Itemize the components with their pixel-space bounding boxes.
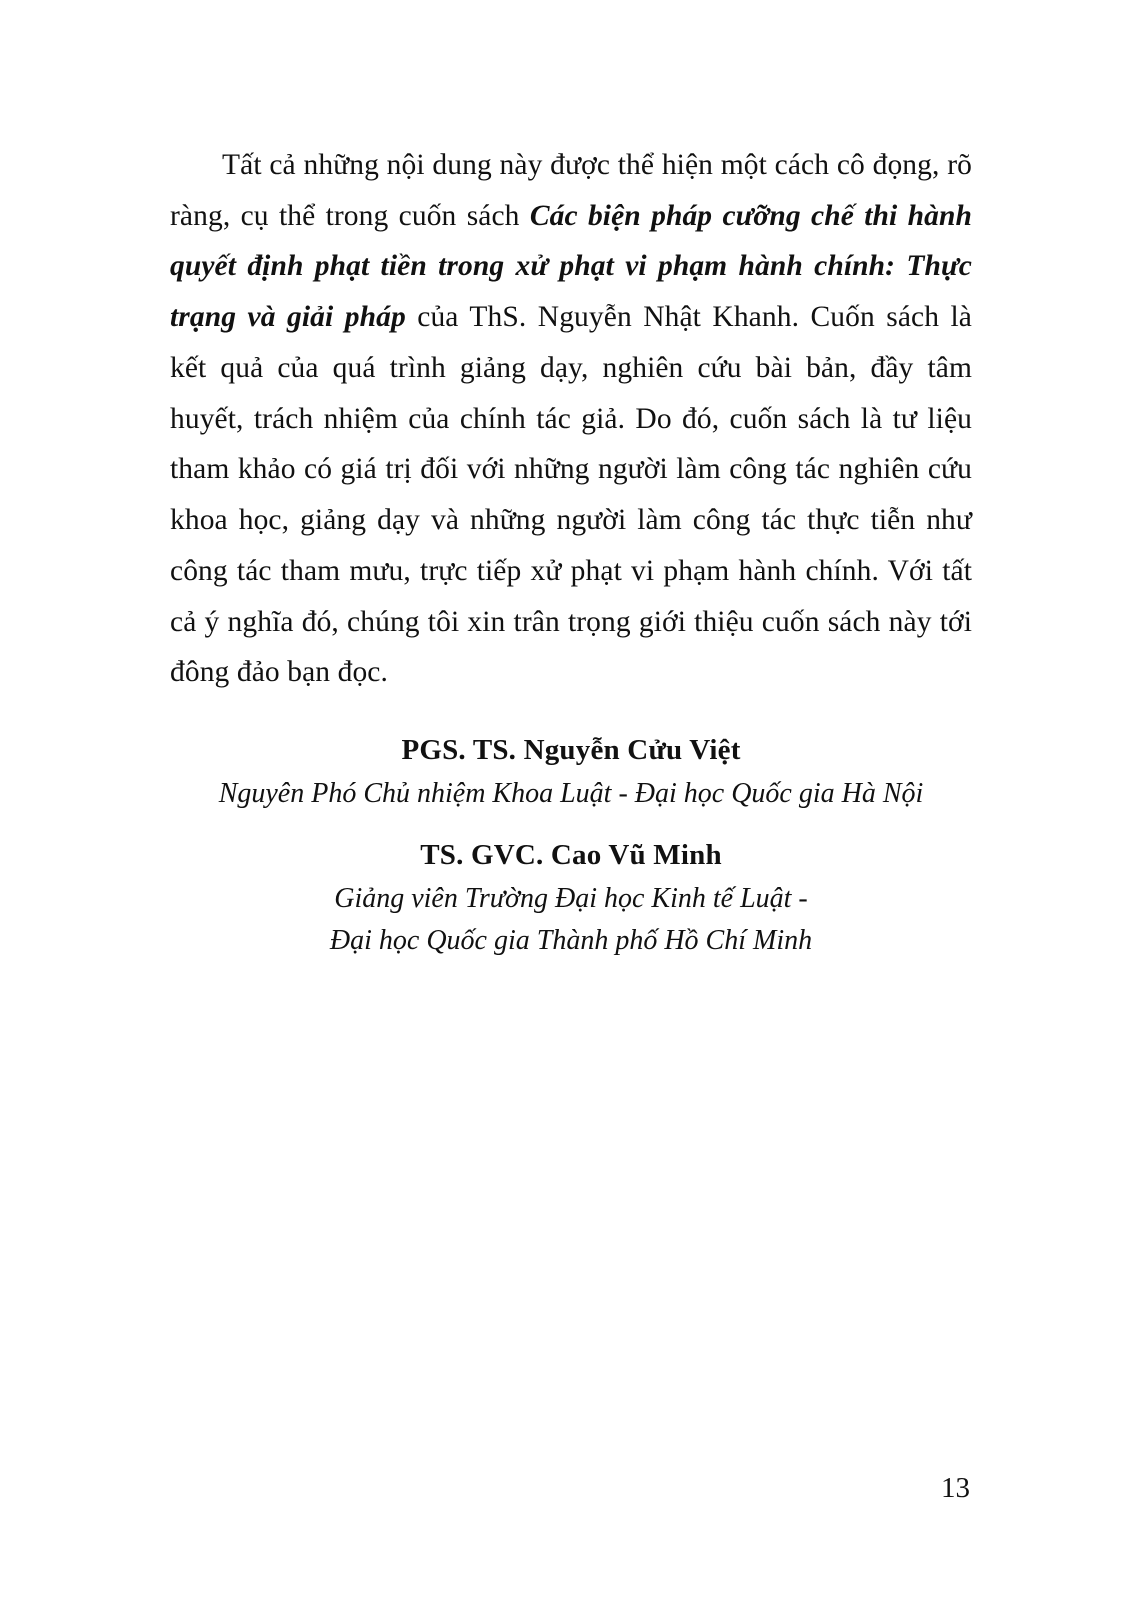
signatory-role-1-line-1: Nguyên Phó Chủ nhiệm Khoa Luật - Đại học Quốc gia Hà Nội: [218, 778, 924, 810]
paragraph-part-one: Tất cả những nội dung này được thể hiện một cách cô đọng, rõ ràng, cụ thể trong cuốn sách: [170, 149, 972, 232]
signatory-role-2-line-2: Đại học Quốc gia Thành phố Hồ Chí Minh: [329, 924, 813, 956]
body-paragraph: [170, 140, 972, 698]
signature-block: [170, 728, 972, 962]
book-title-emphasis: Các biện pháp cưỡng chế thi hành quyết định phạt tiền trong xử phạt vi phạm hành chính: Thực trạng và giải pháp: [170, 199, 972, 334]
signatory-role-2: [170, 878, 972, 962]
signature-group-second: [170, 833, 972, 962]
signatory-name-1: PGS. TS. Nguyễn Cửu Việt: [401, 734, 741, 767]
signatory-name-2: TS. GVC. Cao Vũ Minh: [420, 839, 722, 872]
signature-group-first: [170, 728, 972, 815]
paragraph-part-two: của ThS. Nguyễn Nhật Khanh. Cuốn sách là kết quả của quá trình giảng dạy, nghiên cứu bài bản, đầy tâm huyết, trách nhiệm của chính tác giả. Do đó, cuốn sách là tư liệu tham khảo có giá trị đối với những người làm công tác nghiên cứu khoa học, giảng dạy và những người làm công tác thực tiễn như công tác tham mưu, trực tiếp xử phạt vi phạm hành chính. Với tất cả ý nghĩa đó, chúng tôi xin trân trọng giới thiệu cuốn sách này tới đông đảo bạn đọc.: [170, 301, 973, 689]
signatory-role-2-line-1: Giảng viên Trường Đại học Kinh tế Luật -: [334, 882, 808, 914]
page-number: 13: [941, 1472, 970, 1504]
